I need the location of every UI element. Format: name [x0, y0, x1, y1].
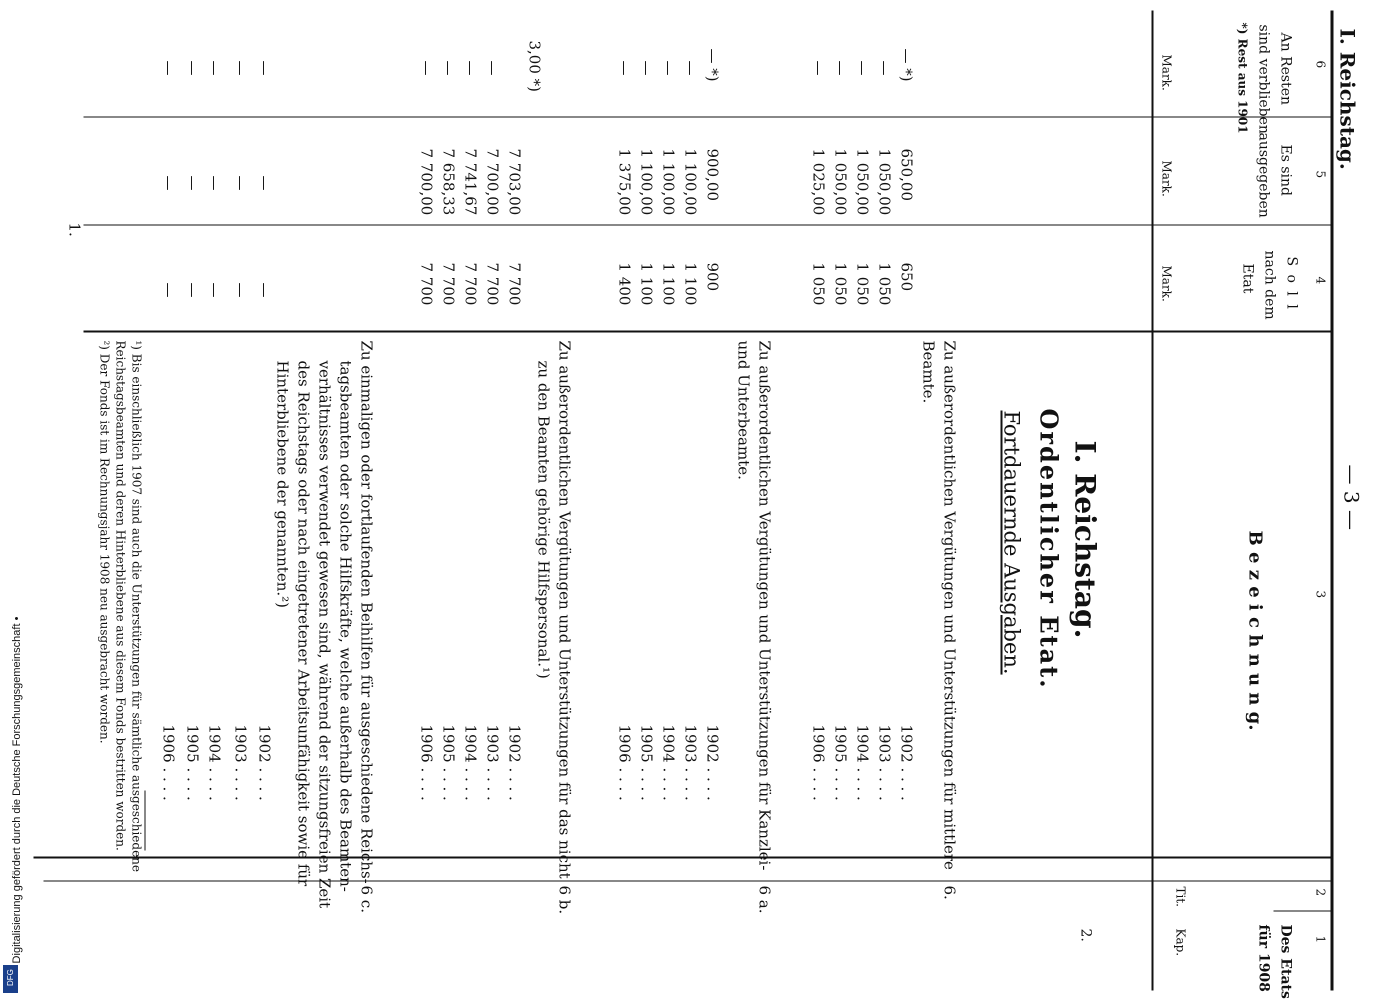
col-number-6: 6 — [1313, 60, 1327, 68]
g6-soll-1905: 1 050 — [831, 262, 849, 305]
g6-soll-1906: 1 050 — [809, 262, 827, 305]
g6a-ausg-1903: 1 100,00 — [681, 148, 699, 215]
g6a-year-1903: 1903 . . . . — [681, 724, 699, 801]
rule-bez-col — [33, 856, 1333, 858]
desc-6c-line5: Hinterbliebene der genannten.²) — [273, 360, 291, 608]
g6b-soll-1903: 7 700 — [483, 262, 501, 305]
g6-soll-1904: 1 050 — [853, 262, 871, 305]
g6c-year-1902: 1902 . . . . — [255, 724, 273, 801]
g6c-soll-1906: — — [159, 282, 177, 297]
dfg-credit-strip — [0, 0, 22, 1000]
col-number-1: 1 — [1313, 935, 1327, 943]
stray-mark-bottom: 1. — [65, 222, 83, 237]
g6c-soll-1904: — — [205, 282, 223, 297]
g6c-year-1906: 1906 . . . . — [159, 724, 177, 801]
g6-year-1903: 1903 . . . . — [875, 724, 893, 801]
tit-6c: 6 c. — [357, 885, 375, 913]
etat-label-line1: Des Etats — [1277, 924, 1293, 999]
g6-year-1906: 1906 . . . . — [809, 724, 827, 801]
g6a-year-1906: 1906 . . . . — [615, 724, 633, 801]
bezeichnung-header: B e z e i c h n u n g. — [1244, 530, 1265, 731]
g6c-ausg-1903: — — [231, 175, 249, 190]
g6a-soll-1904: 1 100 — [659, 262, 677, 305]
g6c-ausg-1902: — — [255, 175, 273, 190]
sub-title: Ordentlicher Etat. — [1034, 408, 1063, 690]
g6b-ausg-1906: 7 700,00 — [417, 148, 435, 215]
rule-rest-col — [83, 116, 1333, 117]
g6-rest-1904: — — [853, 60, 871, 75]
col-number-4: 4 — [1313, 276, 1327, 284]
rule-ausg-col — [83, 224, 1333, 225]
soll-header-line1: S o l l — [1283, 256, 1299, 311]
g6-year-1904: 1904 . . . . — [853, 724, 871, 801]
g6b-year-1902: 1902 . . . . — [505, 724, 523, 801]
g6b-ausg-1904: 7 741,67 — [461, 148, 479, 215]
main-title: I. Reichstag. — [1068, 440, 1101, 638]
soll-header-line3: Etat — [1239, 263, 1255, 293]
desc-6b-line2: zu den Beamten gehörige Hilfspersonal.¹) — [534, 360, 552, 679]
g6a-soll-1906: 1 400 — [615, 262, 633, 305]
tit-6a: 6 a. — [755, 885, 773, 914]
g6a-soll-1903: 1 100 — [681, 262, 699, 305]
g6c-rest-1905: — — [183, 60, 201, 75]
g6a-ausg-1905: 1 100,00 — [637, 148, 655, 215]
g6b-rest-1906: — — [417, 60, 435, 75]
g6a-ausg-1904: 1 100,00 — [659, 148, 677, 215]
reste-unit: Mark. — [1159, 54, 1173, 91]
desc-6c-line1: Zu einmaligen oder fortlaufenden Beihilfen für ausgeschiedene Reichs- — [357, 340, 375, 884]
desc-6b-line1: Zu außerordentlichen Vergütungen und Unterstützungen für das nicht — [555, 340, 573, 879]
rule-soll-col — [83, 330, 1333, 332]
g6-ausg-1904: 1 050,00 — [853, 148, 871, 215]
soll-header-line2: nach dem — [1261, 250, 1277, 320]
desc-6a-line2: und Unterbeamte. — [734, 340, 752, 480]
g6-ausg-1906: 1 025,00 — [809, 148, 827, 215]
reste-header-line3: *) Rest aus 1901 — [1235, 22, 1249, 134]
rule-tit-col — [43, 880, 1333, 881]
g6c-year-1903: 1903 . . . . — [231, 724, 249, 801]
desc-6c-line2: tagsbeamten oder solche Hilfskräfte, welche außerhalb des Beamten- — [336, 360, 354, 892]
g6a-rest-1905: — — [637, 60, 655, 75]
g6c-rest-1904: — — [205, 60, 223, 75]
g6a-year-1905: 1905 . . . . — [637, 724, 655, 801]
page-number: — 3 — — [1339, 464, 1363, 530]
g6a-ausg-1902: 900,00 — [703, 148, 721, 201]
g6b-rest-1905: — — [439, 60, 457, 75]
desc-6-line2: Beamte. — [919, 340, 937, 403]
g6b-soll-1905: 7 700 — [439, 262, 457, 305]
reste-header-line1: An Resten — [1277, 32, 1293, 105]
g6b-year-1904: 1904 . . . . — [461, 724, 479, 801]
tit-header: Tit. — [1173, 886, 1187, 907]
g6b-soll-1904: 7 700 — [461, 262, 479, 305]
g6b-rest-1903: — — [483, 60, 501, 75]
g6a-ausg-1906: 1 375,00 — [615, 148, 633, 215]
g6-rest-1902: — *) — [897, 48, 915, 82]
g6c-ausg-1904: — — [205, 175, 223, 190]
g6a-soll-1905: 1 100 — [637, 262, 655, 305]
g6-soll-1902: 650 — [897, 262, 915, 291]
g6c-ausg-1906: — — [159, 175, 177, 190]
g6a-year-1902: 1902 . . . . — [703, 724, 721, 801]
desc-6-line1: Zu außerordentlichen Vergütungen und Unterstützungen für mittlere — [940, 340, 958, 870]
dfg-logo-text: DFG — [6, 969, 15, 986]
header-bottom-rule — [1151, 10, 1153, 990]
col-number-3: 3 — [1313, 590, 1327, 598]
g6b-ausg-1905: 7 658,33 — [439, 148, 457, 215]
ausg-header-line2: ausgegeben — [1255, 132, 1271, 218]
g6a-rest-1906: — — [615, 60, 633, 75]
tit-6b: 6 b. — [555, 885, 573, 914]
kapitel-number: 2. — [1077, 928, 1093, 942]
header-top-rule — [1330, 10, 1333, 990]
g6-ausg-1903: 1 050,00 — [875, 148, 893, 215]
g6b-ausg-1902: 7 703,00 — [505, 148, 523, 215]
reste-header-line2: sind verblieben — [1255, 24, 1271, 134]
g6-year-1905: 1905 . . . . — [831, 724, 849, 801]
footnote-1-line1: ¹) Bis einschließlich 1907 sind auch die Unterstützungen für sämtliche ausgeschiedene — [129, 340, 143, 872]
g6a-rest-1903: — — [681, 60, 699, 75]
desc-6c-line3: verhältnisses verwendet gewesen sind, während der sitzungsfreien Zeit — [315, 360, 333, 908]
section-title: Fortdauernde Ausgaben. — [999, 410, 1023, 675]
g6-ausg-1902: 650,00 — [897, 148, 915, 201]
g6c-year-1905: 1905 . . . . — [183, 724, 201, 801]
tit-6: 6. — [940, 885, 958, 900]
g6c-rest-1902: — — [255, 60, 273, 75]
g6b-soll-1906: 7 700 — [417, 262, 435, 305]
g6b-year-1906: 1906 . . . . — [417, 724, 435, 801]
etat-label-line2: für 1908 — [1255, 924, 1271, 992]
g6b-rest-1902: 3,00 *) — [525, 40, 543, 92]
g6b-year-1903: 1903 . . . . — [483, 724, 501, 801]
col-number-2: 2 — [1313, 888, 1327, 896]
kap-header: Kap. — [1173, 928, 1187, 956]
g6c-soll-1905: — — [183, 282, 201, 297]
g6a-rest-1902: — *) — [703, 48, 721, 82]
g6b-ausg-1903: 7 700,00 — [483, 148, 501, 215]
col-number-5: 5 — [1313, 170, 1327, 178]
g6c-year-1904: 1904 . . . . — [205, 724, 223, 801]
g6c-rest-1903: — — [231, 60, 249, 75]
dfg-credit-text: Digitalisierung gefördert durch die Deutsche Forschungsgemeinschaft • — [11, 616, 23, 964]
desc-6a-line1: Zu außerordentlichen Vergütungen und Unterstützungen für Kanzlei- — [755, 340, 773, 870]
ausg-unit: Mark. — [1159, 160, 1173, 197]
g6a-year-1904: 1904 . . . . — [659, 724, 677, 801]
ausg-header-line1: Es sind — [1277, 144, 1293, 196]
g6-year-1902: 1902 . . . . — [897, 724, 915, 801]
g6-ausg-1905: 1 050,00 — [831, 148, 849, 215]
g6c-soll-1903: — — [231, 282, 249, 297]
g6b-year-1905: 1905 . . . . — [439, 724, 457, 801]
g6-soll-1903: 1 050 — [875, 262, 893, 305]
g6a-soll-1902: 900 — [703, 262, 721, 291]
rotated-page — [0, 10, 1383, 999]
dfg-logo — [3, 965, 18, 993]
running-head: I. Reichstag. — [1335, 28, 1359, 170]
footnote-rule — [144, 790, 145, 850]
g6c-rest-1906: — — [159, 60, 177, 75]
g6-rest-1905: — — [831, 60, 849, 75]
g6a-rest-1904: — — [659, 60, 677, 75]
soll-unit: Mark. — [1159, 265, 1173, 302]
desc-6c-line4: des Reichstags oder nach eingetretener Arbeitsunfähigkeit sowie für — [294, 360, 312, 886]
g6b-rest-1904: — — [461, 60, 479, 75]
g6c-soll-1902: — — [255, 282, 273, 297]
footnote-1-line2: Reichstagsbeamten und deren Hinterbliebene aus diesem Fonds bestritten worden. — [113, 340, 127, 851]
g6-rest-1903: — — [875, 60, 893, 75]
g6-rest-1906: — — [809, 60, 827, 75]
g6b-soll-1902: 7 700 — [505, 262, 523, 305]
g6c-ausg-1905: — — [183, 175, 201, 190]
rule-kap-col — [1273, 910, 1333, 911]
footnote-2: ²) Der Fonds ist im Rechnungsjahr 1908 neu ausgebracht worden. — [97, 340, 111, 744]
